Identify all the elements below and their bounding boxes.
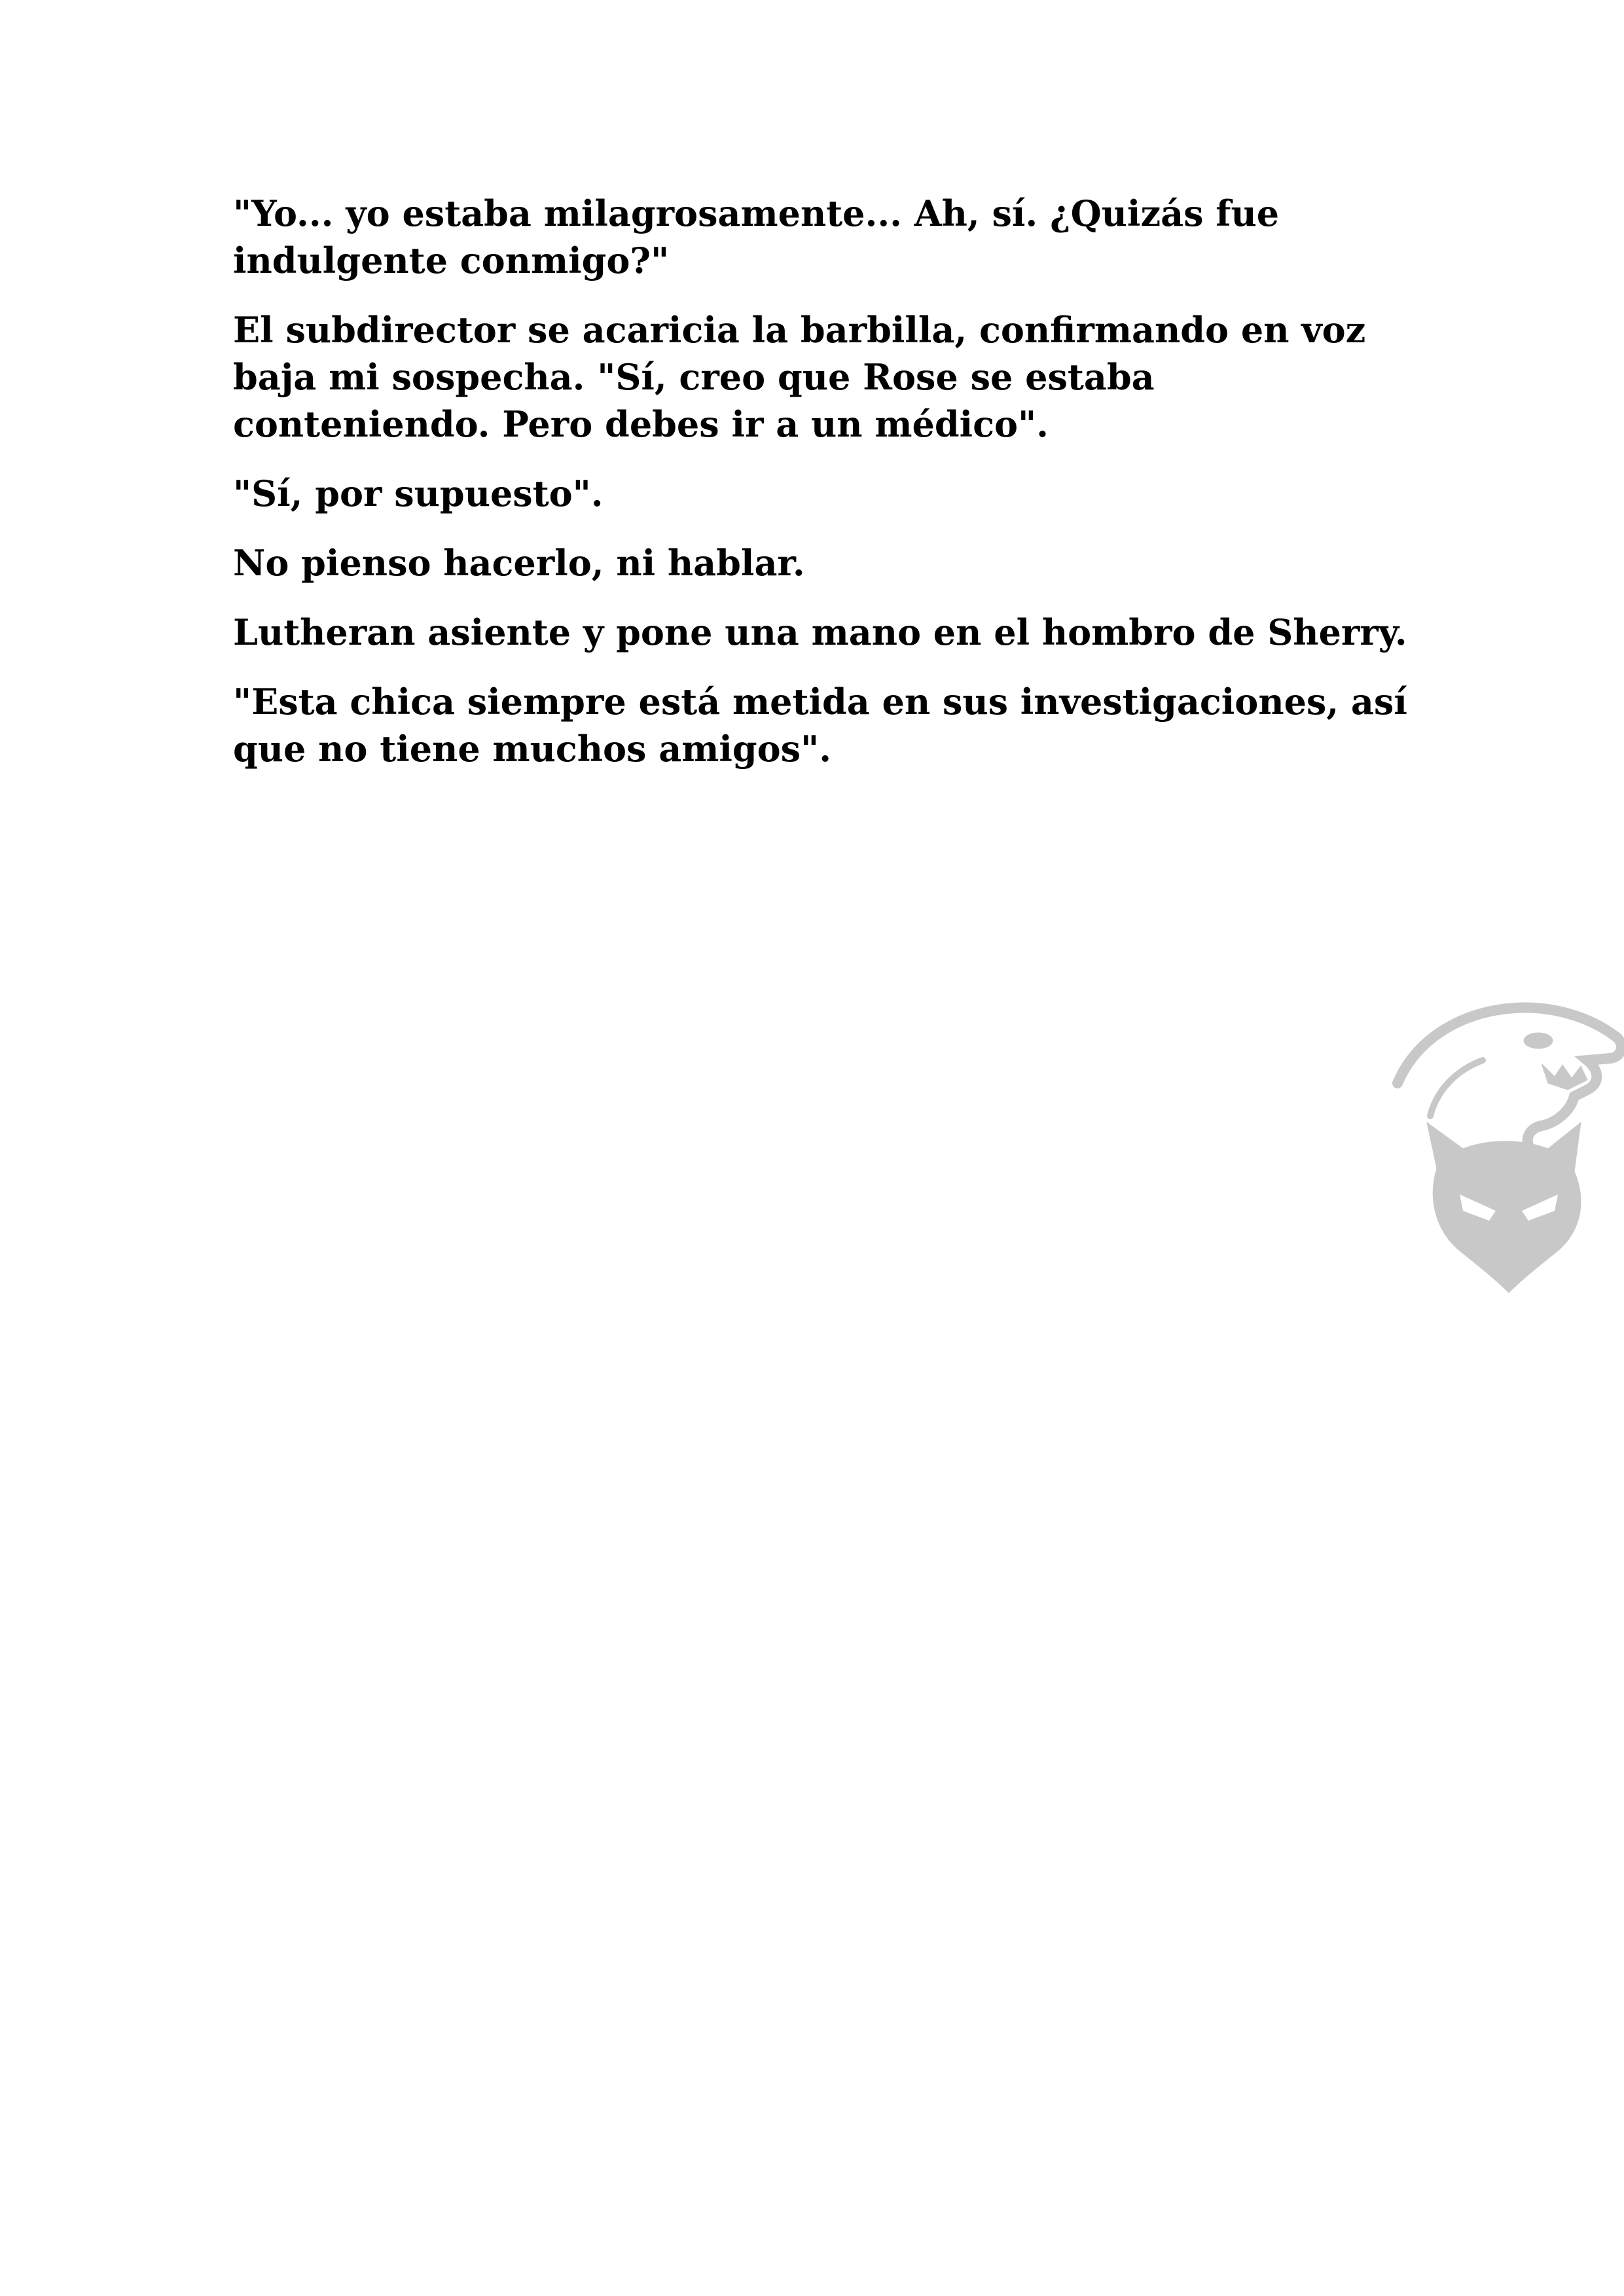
- paragraph-2: El subdirector se acaricia la barbilla, confirmando en voz baja mi sospecha. "Sí, creo que Rose se estaba conteniendo. Pero debes ir a un médico".: [233, 309, 1366, 445]
- paragraph-5: Lutheran asiente y pone una mano en el hombro de Sherry.: [233, 611, 1407, 653]
- body-text: [233, 190, 1411, 795]
- paragraph-6: "Esta chica siempre está metida en sus investigaciones, así que no tiene muchos amigos".: [233, 681, 1407, 770]
- paragraph-1: "Yo... yo estaba milagrosamente... Ah, sí. ¿Quizás fue indulgente conmigo?": [233, 192, 1280, 281]
- paragraph-3: "Sí, por supuesto".: [233, 473, 604, 514]
- dinosaur-devil-logo-icon: [1391, 985, 1624, 1299]
- paragraph-4: No pienso hacerlo, ni hablar.: [233, 542, 805, 584]
